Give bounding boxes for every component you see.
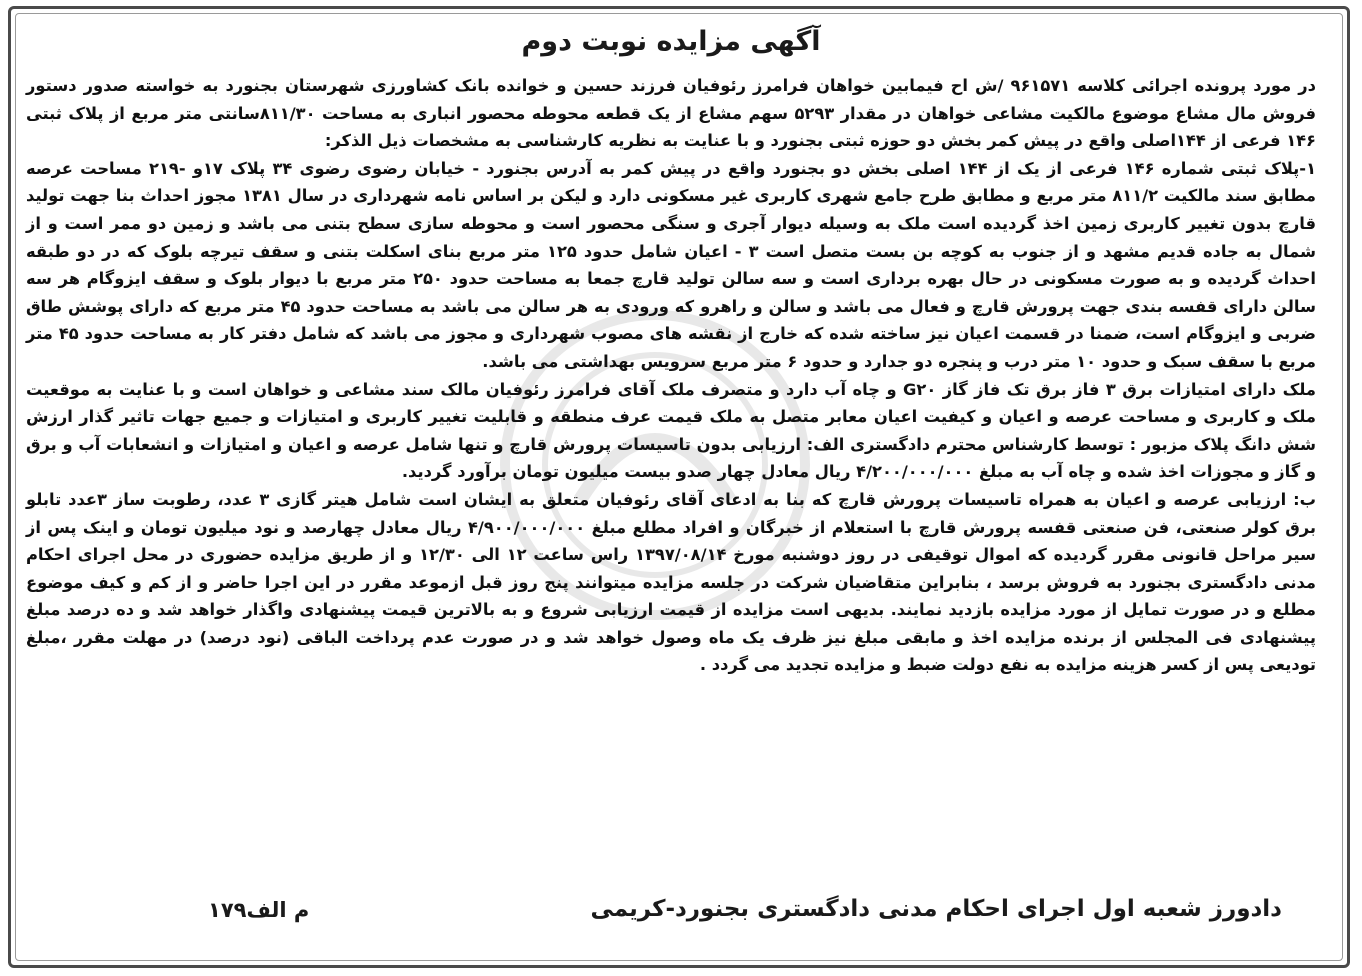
notice-title: آگهی مزایده نوبت دوم [521, 26, 821, 57]
auction-notice [26, 20, 1316, 679]
signature-line: دادورز شعبه اول اجرای احکام مدنی دادگستری بجنورد-کریمی [590, 896, 1282, 922]
notice-paragraph-intro: در مورد پرونده اجرائی کلاسه ۹۶۱۵۷۱ /ش اح فیمابین خواهان فرامرز رئوفیان فرزند حسین و خوانده بانک کشاورزی شهرستان بجنورد به خواسته صدور دستور فروش مال مشاع موضوع مالکیت مشاعی خواهان در مقدار ۵۲۹۳ سهم مشاع از یک قطعه محوطه محصور انباری به مساحت ۸۱۱/۳۰سانتی متر مربع از پلاک ثبتی ۱۴۶ فرعی از ۱۴۴اصلی واقع در پیش کمر بخش دو حوزه ثبتی بجنورد و با عنایت به نظریه کارشناسی به مشخصات ذیل الذکر: [26, 76, 1316, 151]
notice-paragraph-valuation-b: ب: ارزیابی عرصه و اعیان به همراه تاسیسات پرورش قارچ که بنا به ادعای آقای رئوفیان متعلق به ایشان است شامل هیتر گازی ۳ عدد، رطوبت ساز ۳عدد تابلو برق کولر صنعتی، فن صنعتی قفسه پرورش قارچ با استعلام از خبرگان و افراد مطلع مبلغ ۴/۹۰۰/۰۰۰/۰۰۰ ریال معادل چهارصد و نود میلیون تومان و اینک پس از سیر مراحل قانونی مقرر گردیده که اموال توقیفی در روز دوشنبه مورخ ۱۳۹۷/۰۸/۱۴ راس ساعت ۱۲ الی ۱۲/۳۰ و از طریق مزایده حضوری در محل اجرای احکام مدنی دادگستری بجنورد به فروش برسد ، بنابراین متقاضیان شرکت در جلسه مزایده میتوانند پنج روز قبل ازموعد مقرر در این اجرا حاضر و از کم و کیف موضوع مطلع و در صورت تمایل از مورد مزایده بازدید نمایند. بدیهی است مزایده از قیمت ارزیابی شروع و به بالاترین قیمت پیشنهادی واگذار خواهد شد و ده درصد مبلغ پیشنهادی فی المجلس از برنده مزایده اخذ و مابقی مبلغ نیز ظرف یک ماه وصول خواهد شد و در صورت عدم پرداخت الباقی (نود درصد) در مهلت مقرر ،مبلغ تودیعی پس از کسر هزینه مزایده به نفع دولت ضبط و مزایده تجدید می گردد . [26, 489, 1317, 675]
notice-body [26, 72, 1316, 679]
notice-footer [200, 896, 1322, 940]
notice-paragraph-valuation-a: ملک دارای امتیازات برق ۳ فاز برق تک فاز گاز G۲۰ و چاه آب دارد و متصرف ملک آقای فرامرز رئوفیان مالک سند مشاعی و خواهان است و با عنایت به موقعیت ملک و کاربری و مساحت عرصه و اعیان و کیفیت اعیان معابر متصل به ملک قیمت عرف منطقه و قابلیت تغییر کاربری و امتیازات و جمیع جهات تاثیر گذار ارزش شش دانگ پلاک مزبور : توسط کارشناس محترم دادگستری الف: ارزیابی بدون تاسیسات پرورش قارچ و تنها شامل عرصه و اعیان و امتیازات و انشعابات آب و برق و گاز و مجوزات اخذ شده و چاه آب به مبلغ ۴/۲۰۰/۰۰۰/۰۰۰ ریال معادل چهار صدو بیست میلیون تومان برآورد گردید. [26, 379, 1317, 482]
reference-code: م الف۱۷۹ [208, 898, 310, 922]
notice-paragraph-property: ۱-پلاک ثبتی شماره ۱۴۶ فرعی از یک از ۱۴۴ اصلی بخش دو بجنورد واقع در پیش کمر به آدرس بجنورد - خیابان رضوی رضوی ۳۴ پلاک ۱۷و -۲۱۹ مساحت عرصه مطابق سند مالکیت ۸۱۱/۲ متر مربع و مطابق طرح جامع شهری کاربری غیر مسکونی دارد و لیکن بر اساس نامه شهرداری در سال ۱۳۸۱ مجوز احداث بنا جهت تولید قارچ بدون تغییر کاربری زمین اخذ گردیده است ملک به وسیله دیوار آجری و سنگی محصور است و محوطه سازی سطح بتنی می باشد و زمین دو ممر است و از شمال به جاده قدیم مشهد و از جنوب به کوچه بن بست متصل است ۳ - اعیان شامل حدود ۱۲۵ متر مربع بنای اسکلت بتنی و سقف تیرچه بلوک که در دو طبقه احداث گردیده و به صورت مسکونی در حال بهره برداری است و سه سالن تولید قارچ جمعا به مساحت حدود ۲۵۰ متر مربع با دیوار بلوک و سقف ایزوگام هر سه سالن دارای قفسه بندی جهت پرورش قارچ و فعال می باشد و سالن و راهرو که ورودی به هر سالن می باشد به مساحت حدود ۴۵ متر مربع که دارای پوشش طاق ضربی و ایزوگام است، ضمنا در قسمت اعیان نیز ساخته شده که خارج از نقشه های مصوب شهرداری و مجوز می باشد که شامل دفتر کار به مساحت حدود ۴۵ متر مربع با سقف سبک و حدود ۱۰ متر درب و پنجره دو جدارد و حدود ۶ متر مربع سرویس بهداشتی می باشد. [26, 158, 1317, 371]
